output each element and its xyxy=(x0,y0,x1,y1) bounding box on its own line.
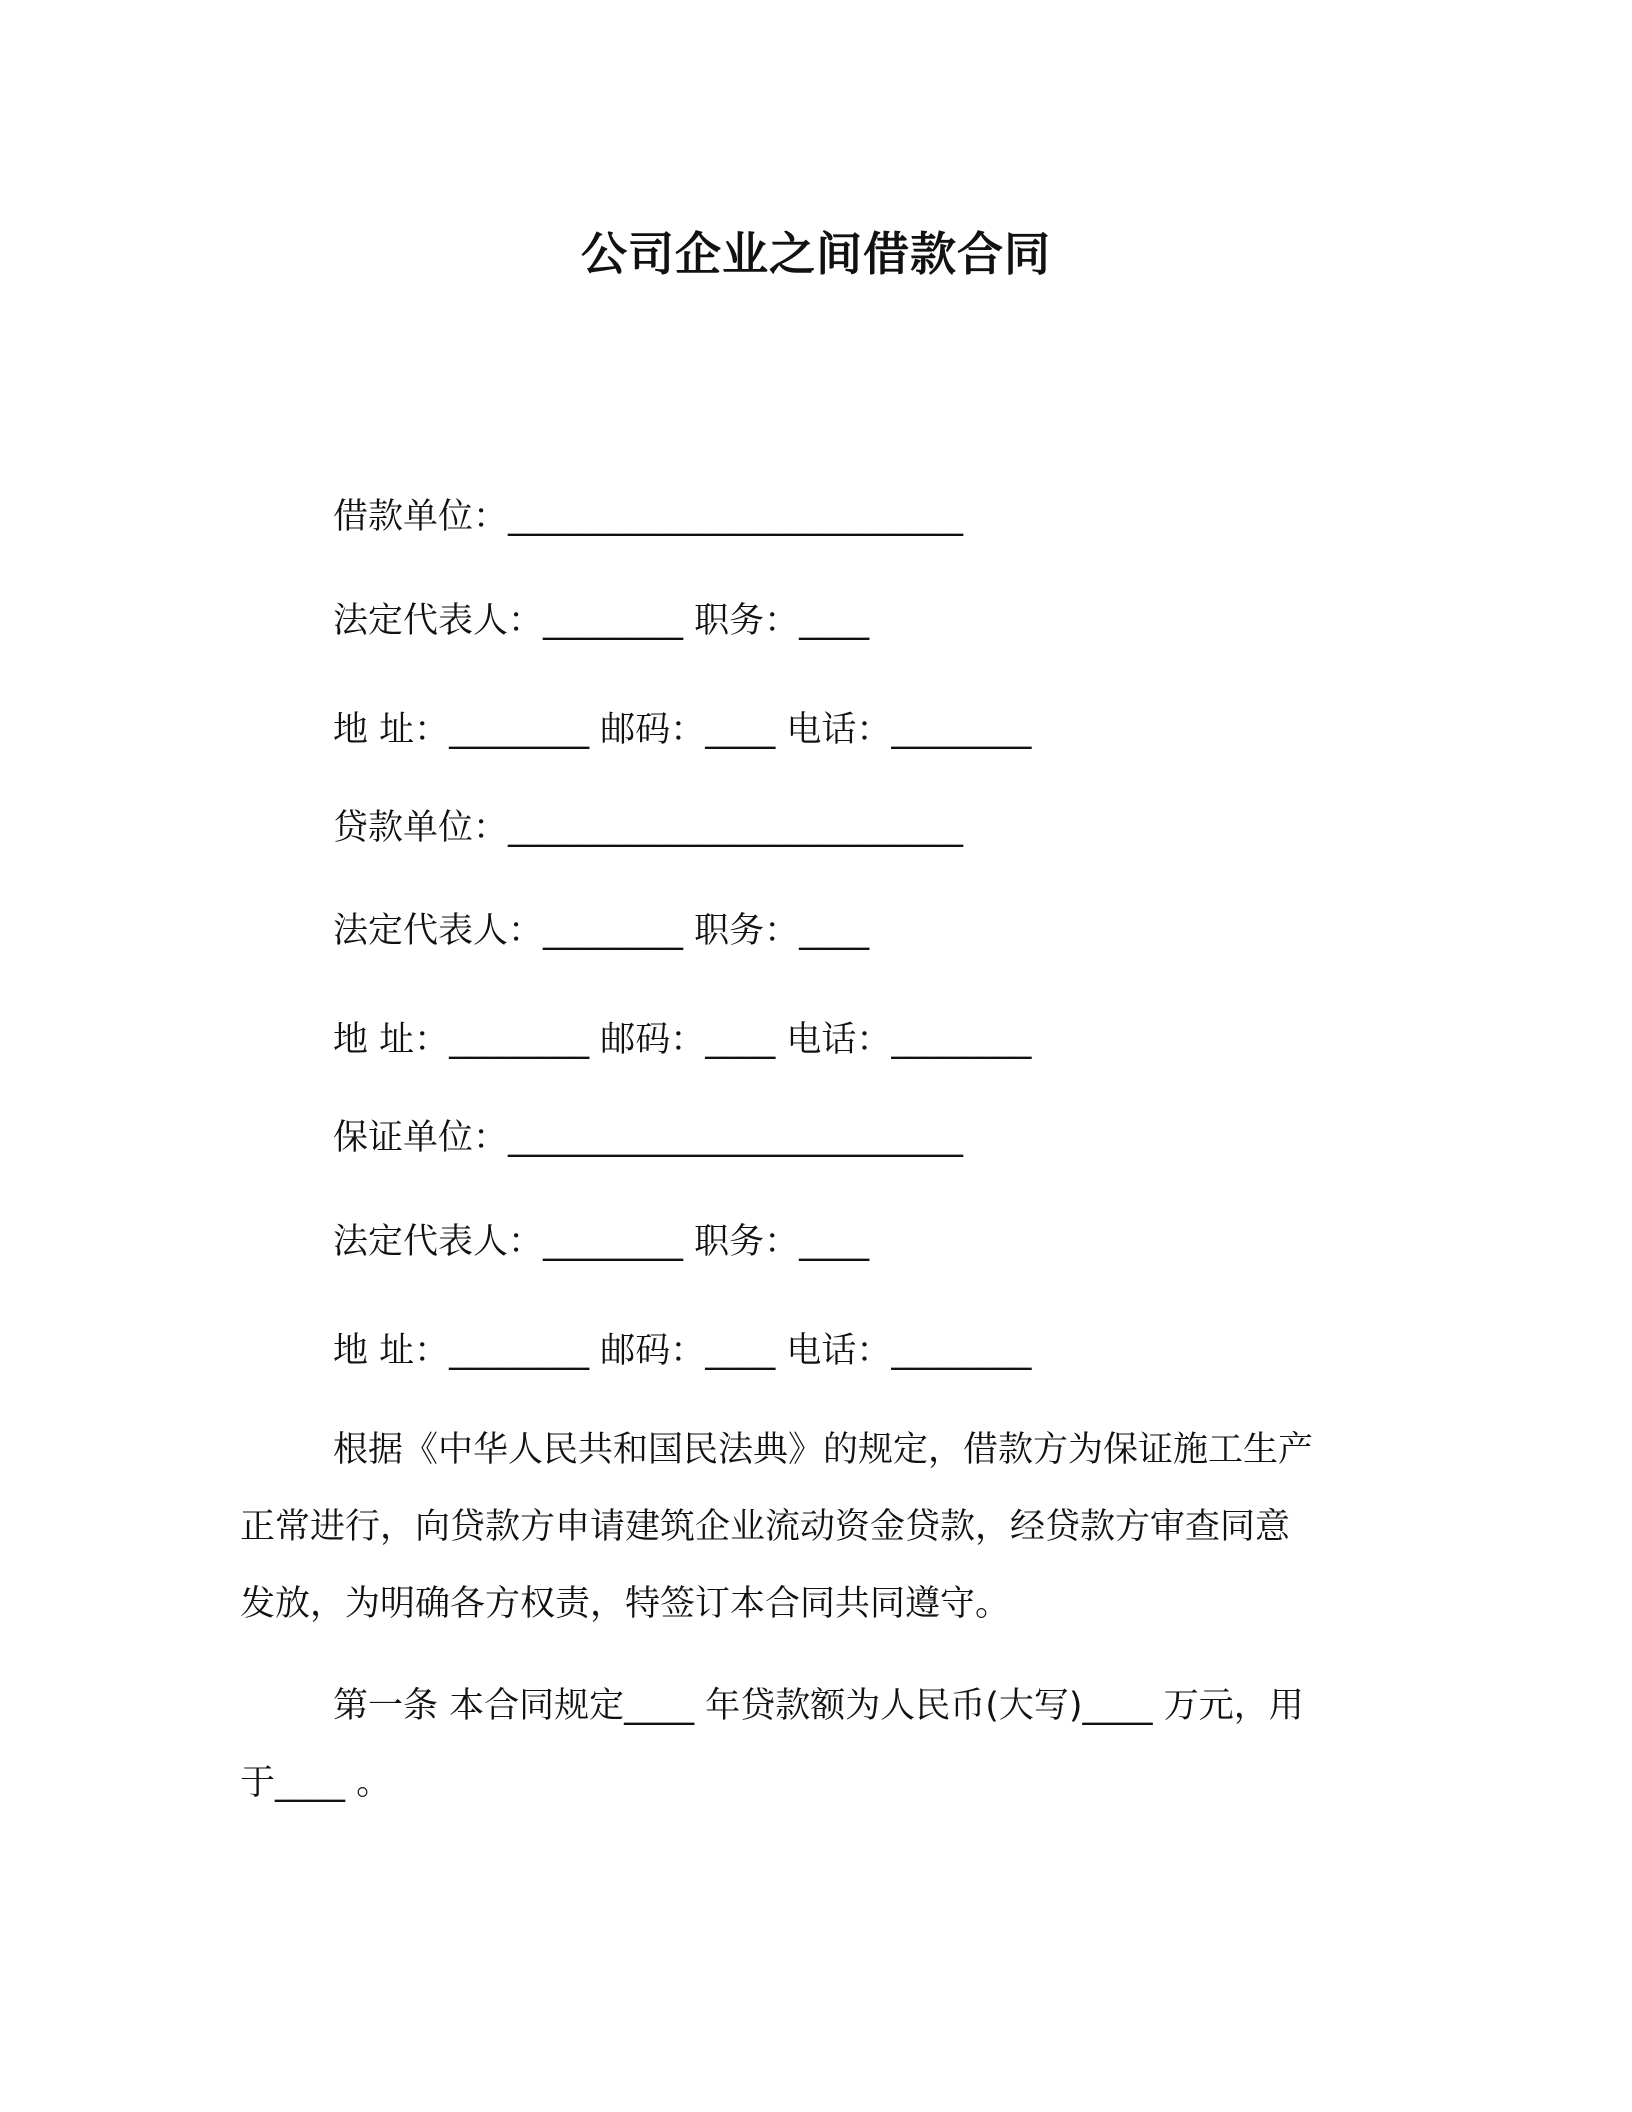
lender-unit-line: 贷款单位：__________________________ xyxy=(333,808,964,848)
lender-address-line: 地 址：________ 邮码：____ 电话：________ xyxy=(333,1020,1032,1060)
guarantor-representative-line: 法定代表人：________ 职务：____ xyxy=(333,1222,870,1262)
preamble-line-2: 正常进行，向贷款方申请建筑企业流动资金贷款，经贷款方审查同意 xyxy=(240,1507,1291,1547)
guarantor-unit-line: 保证单位：__________________________ xyxy=(333,1118,964,1158)
preamble-line-1: 根据《中华人民共和国民法典》的规定，借款方为保证施工生产 xyxy=(333,1430,1314,1470)
preamble-line-3: 发放，为明确各方权责，特签订本合同共同遵守。 xyxy=(240,1584,1011,1624)
borrower-representative-line: 法定代表人：________ 职务：____ xyxy=(333,601,870,641)
borrower-address-line: 地 址：________ 邮码：____ 电话：________ xyxy=(333,710,1032,750)
article-one-line-2: 于____ 。 xyxy=(240,1763,392,1803)
borrower-unit-line: 借款单位：__________________________ xyxy=(333,497,964,537)
lender-representative-line: 法定代表人：________ 职务：____ xyxy=(333,911,870,951)
preamble-paragraph xyxy=(240,1412,1380,1643)
article-one-paragraph xyxy=(240,1668,1380,1822)
article-one-line-1: 第一条 本合同规定____ 年贷款额为人民币(大写)____ 万元，用 xyxy=(333,1686,1304,1726)
guarantor-address-line: 地 址：________ 邮码：____ 电话：________ xyxy=(333,1331,1032,1371)
document-title: 公司企业之间借款合同 xyxy=(581,227,1051,281)
